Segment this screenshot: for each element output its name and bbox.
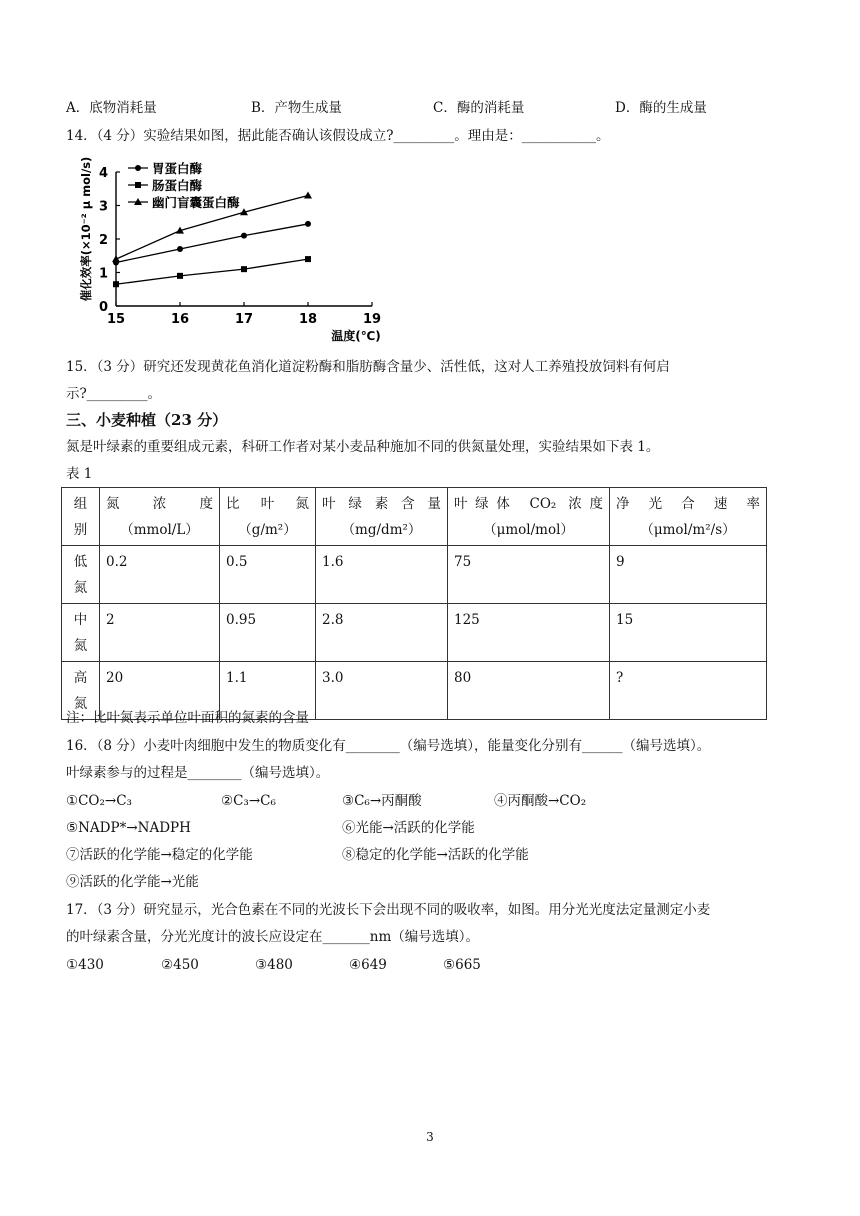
table-cell: 125	[448, 604, 610, 662]
table-caption: 表 1	[66, 466, 93, 482]
q14-text: 14．（4 分）实验结果如图，据此能否确认该假设成立?_________。理由是：___________。	[66, 128, 610, 144]
header-specific-leaf-nitrogen: 比叶氮 （g/m²）	[220, 488, 316, 546]
header-chlorophyll-content: 叶绿素含量 （mg/dm²）	[316, 488, 448, 546]
page-number: 3	[426, 1130, 434, 1144]
q16-options-row3	[66, 845, 786, 865]
q16-option-2: ②C₃→C₆	[221, 793, 276, 809]
header-net-photosynthesis: 净光合速率 （μmol/m²/s）	[610, 488, 767, 546]
table-cell: 3.0	[316, 662, 448, 720]
q16-option-5: ⑤NADP*→NADPH	[66, 820, 191, 836]
q17-line1: 17．（3 分）研究显示，光合色素在不同的光波长下会出现不同的吸收率，如图。用分光光度法定量测定小麦	[66, 902, 711, 918]
header-group: 组 别	[62, 488, 100, 546]
q13-option-b: B．产物生成量	[251, 100, 342, 116]
table-cell: 9	[610, 546, 767, 604]
y-tick-label: 2	[98, 233, 108, 248]
q17-option-2: ②450	[161, 957, 199, 973]
legend-marker-square	[135, 182, 141, 188]
series-line-square	[116, 259, 308, 284]
y-tick-label: 4	[98, 166, 108, 181]
x-tick-label: 19	[362, 312, 382, 327]
intro-text: 氮是叶绿素的重要组成元素，科研工作者对某小麦品种施加不同的供氮量处理，实验结果如下表 1。	[66, 439, 660, 455]
q17-line2: 的叶绿素含量，分光光度计的波长应设定在_______nm（编号选填）。	[66, 929, 479, 945]
data-point-circle	[305, 221, 311, 227]
data-point-square	[177, 273, 183, 279]
q16-option-9: ⑨活跃的化学能→光能	[66, 874, 199, 890]
table-cell: 20	[100, 662, 220, 720]
q16-option-7: ⑦活跃的化学能→稳定的化学能	[66, 847, 253, 863]
data-point-square	[113, 281, 119, 287]
series-line-circle	[116, 224, 308, 263]
table-cell: 1.1	[220, 662, 316, 720]
x-tick-label: 15	[106, 312, 126, 327]
x-tick-label: 17	[234, 312, 254, 327]
q17-option-3: ③480	[255, 957, 293, 973]
q16-options-row1	[66, 791, 786, 811]
q13-option-a: A．底物消耗量	[66, 100, 157, 116]
y-tick-label: 1	[98, 266, 108, 282]
q16-option-6: ⑥光能→活跃的化学能	[342, 820, 475, 836]
data-point-circle	[177, 246, 183, 252]
table-row-mid	[62, 604, 767, 662]
q16-option-1: ①CO₂→C₃	[66, 793, 132, 809]
table-row-low	[62, 546, 767, 604]
data-point-triangle	[112, 255, 120, 262]
q16-option-8: ⑧稳定的化学能→活跃的化学能	[342, 847, 529, 863]
catalytic-efficiency-chart	[66, 150, 396, 350]
q16-line1: 16．（8 分）小麦叶肉细胞中发生的物质变化有________（编号选填），能量变化分别有______（编号选填）。	[66, 738, 711, 754]
table-cell: 75	[448, 546, 610, 604]
table-cell: 1.6	[316, 546, 448, 604]
table-cell: 2.8	[316, 604, 448, 662]
legend-marker-circle	[135, 165, 141, 171]
x-tick-label: 16	[170, 312, 190, 327]
group-cell: 低 氮	[62, 546, 100, 604]
table-cell: 15	[610, 604, 767, 662]
data-point-triangle	[304, 191, 312, 198]
data-point-circle	[241, 233, 247, 239]
group-cell: 中 氮	[62, 604, 100, 662]
table-cell: 0.2	[100, 546, 220, 604]
q13-option-c: C．酶的消耗量	[433, 100, 525, 116]
legend-label: 幽门盲囊蛋白酶	[152, 195, 240, 210]
header-chloroplast-co2: 叶绿体 CO₂ 浓度 （μmol/mol）	[448, 488, 610, 546]
legend-label: 肠蛋白酶	[152, 178, 203, 193]
q16-options-row2	[66, 818, 786, 838]
group-cell: 高 氮	[62, 662, 100, 720]
header-nitrogen-concentration: 氮浓度 （mmol/L）	[100, 488, 220, 546]
x-axis-label: 温度(℃)	[331, 329, 381, 343]
q15-line1: 15．（3 分）研究还发现黄花鱼消化道淀粉酶和脂肪酶含量少、活性低，这对人工养殖投放饲料有何启	[66, 359, 670, 375]
table-note: 注：比叶氮表示单位叶面积的氮素的含量	[66, 710, 309, 726]
nitrogen-table	[61, 487, 767, 720]
y-axis-label: 催化效率(×10⁻² μ mol/s)	[79, 156, 93, 302]
legend-label: 胃蛋白酶	[152, 161, 203, 176]
q16-line2: 叶绿素参与的过程是________（编号选填）。	[66, 765, 330, 781]
q16-option-3: ③C₆→丙酮酸	[342, 793, 422, 809]
section3-title: 三、小麦种植（23 分）	[66, 411, 228, 429]
y-tick-label: 3	[98, 199, 108, 215]
q17-option-4: ④649	[349, 957, 387, 973]
q17-option-5: ⑤665	[443, 957, 481, 973]
y-tick-label: 0	[98, 300, 108, 315]
q17-options	[66, 955, 786, 975]
table-cell: 80	[448, 662, 610, 720]
q16-option-4: ④丙酮酸→CO₂	[494, 793, 587, 809]
x-tick-label: 18	[298, 312, 318, 327]
table-cell: 2	[100, 604, 220, 662]
q15-line2: 示?_________。	[66, 386, 161, 402]
q17-option-1: ①430	[66, 957, 104, 973]
table-cell: 0.95	[220, 604, 316, 662]
data-point-square	[241, 266, 247, 272]
table-cell: 0.5	[220, 546, 316, 604]
data-point-square	[305, 256, 311, 262]
table-header-row	[62, 488, 767, 546]
q13-option-d: D．酶的生成量	[615, 100, 707, 116]
table-cell: ?	[610, 662, 767, 720]
